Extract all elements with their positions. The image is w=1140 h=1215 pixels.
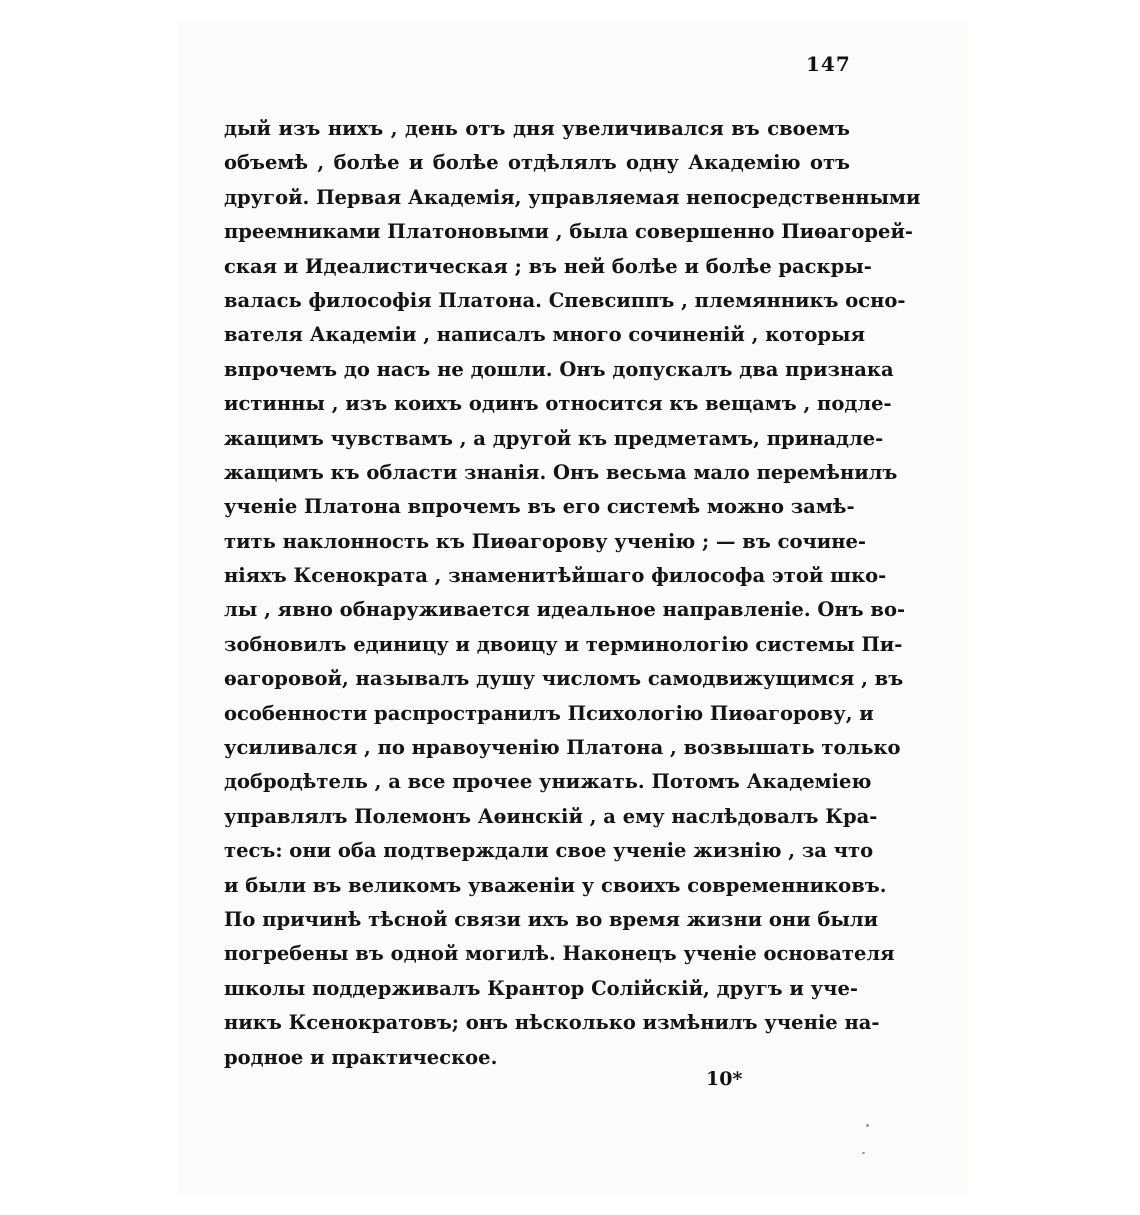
body-text	[224, 112, 921, 1075]
text-line: валась философія Платона. Спевсиппъ , племянникъ осно-	[224, 288, 906, 312]
paper-speck	[866, 1124, 869, 1127]
text-line: ѳагоровой, называлъ душу числомъ самодвижущимся , въ	[224, 667, 904, 691]
text-line: объемѣ , болѣе и болѣе отдѣлялъ одну Академію отъ	[224, 151, 850, 175]
text-line: управлялъ Полемонъ Аѳинскій , а ему наслѣдовалъ Кра-	[224, 804, 878, 828]
paper-speck	[862, 1152, 865, 1154]
text-line: добродѣтель , а все прочее унижать. Потомъ Академіею	[224, 770, 872, 794]
signature-mark: 10*	[706, 1068, 743, 1090]
text-line: и были въ великомъ уваженіи у своихъ современниковъ.	[224, 873, 887, 897]
text-line: зобновилъ единицу и двоицу и терминологію системы Пи-	[224, 632, 903, 656]
page-number: 147	[806, 52, 851, 76]
text-line: никъ Ксенократовъ; онъ нѣсколько измѣнилъ ученіе на-	[224, 1011, 880, 1035]
text-line: тить наклонность къ Пиѳагорову ученію ; — въ сочине-	[224, 529, 866, 553]
text-line: ніяхъ Ксенократа , знаменитѣйшаго философа этой шко-	[224, 564, 887, 588]
text-line: ученіе Платона впрочемъ въ его системѣ можно замѣ-	[224, 495, 855, 519]
text-line: дый изъ нихъ , день отъ дня увеличивался въ своемъ	[224, 117, 850, 140]
text-line: особенности распространилъ Психологію Пиѳагорову, и	[224, 701, 874, 725]
text-line: жащимъ къ области знанія. Онъ весьма мало перемѣнилъ	[224, 460, 898, 484]
text-line: школы поддерживалъ Крантор Солійскій, другъ и уче-	[224, 976, 858, 1000]
text-line: усиливался , по нравоученію Платона , возвышать только	[224, 736, 901, 760]
text-line: родное и практическое.	[224, 1045, 498, 1069]
text-line: истинны , изъ коихъ одинъ относится къ вещамъ , подле-	[224, 392, 892, 416]
text-line: вателя Академіи , написалъ много сочиненій , которыя	[224, 323, 865, 347]
text-line: другой. Первая Академія, управляемая непосредственными	[224, 185, 921, 209]
text-line: жащимъ чувствамъ , а другой къ предметамъ, принадле-	[224, 426, 884, 450]
text-line: преемниками Платоновыми , была совершенно Пиѳагорей-	[224, 220, 914, 244]
text-line: погребены въ одной могилѣ. Наконецъ ученіе основателя	[224, 942, 895, 966]
text-line: впрочемъ до насъ не дошли. Онъ допускалъ два признака	[224, 357, 894, 381]
text-line: лы , явно обнаруживается идеальное направленіе. Онъ во-	[224, 598, 906, 622]
text-line: По причинѣ тѣсной связи ихъ во время жизни они были	[224, 907, 879, 931]
text-line: ская и Идеалистическая ; въ ней болѣе и болѣе раскры-	[224, 254, 872, 278]
text-line: тесъ: они оба подтверждали свое ученіе жизнію , за что	[224, 839, 874, 863]
